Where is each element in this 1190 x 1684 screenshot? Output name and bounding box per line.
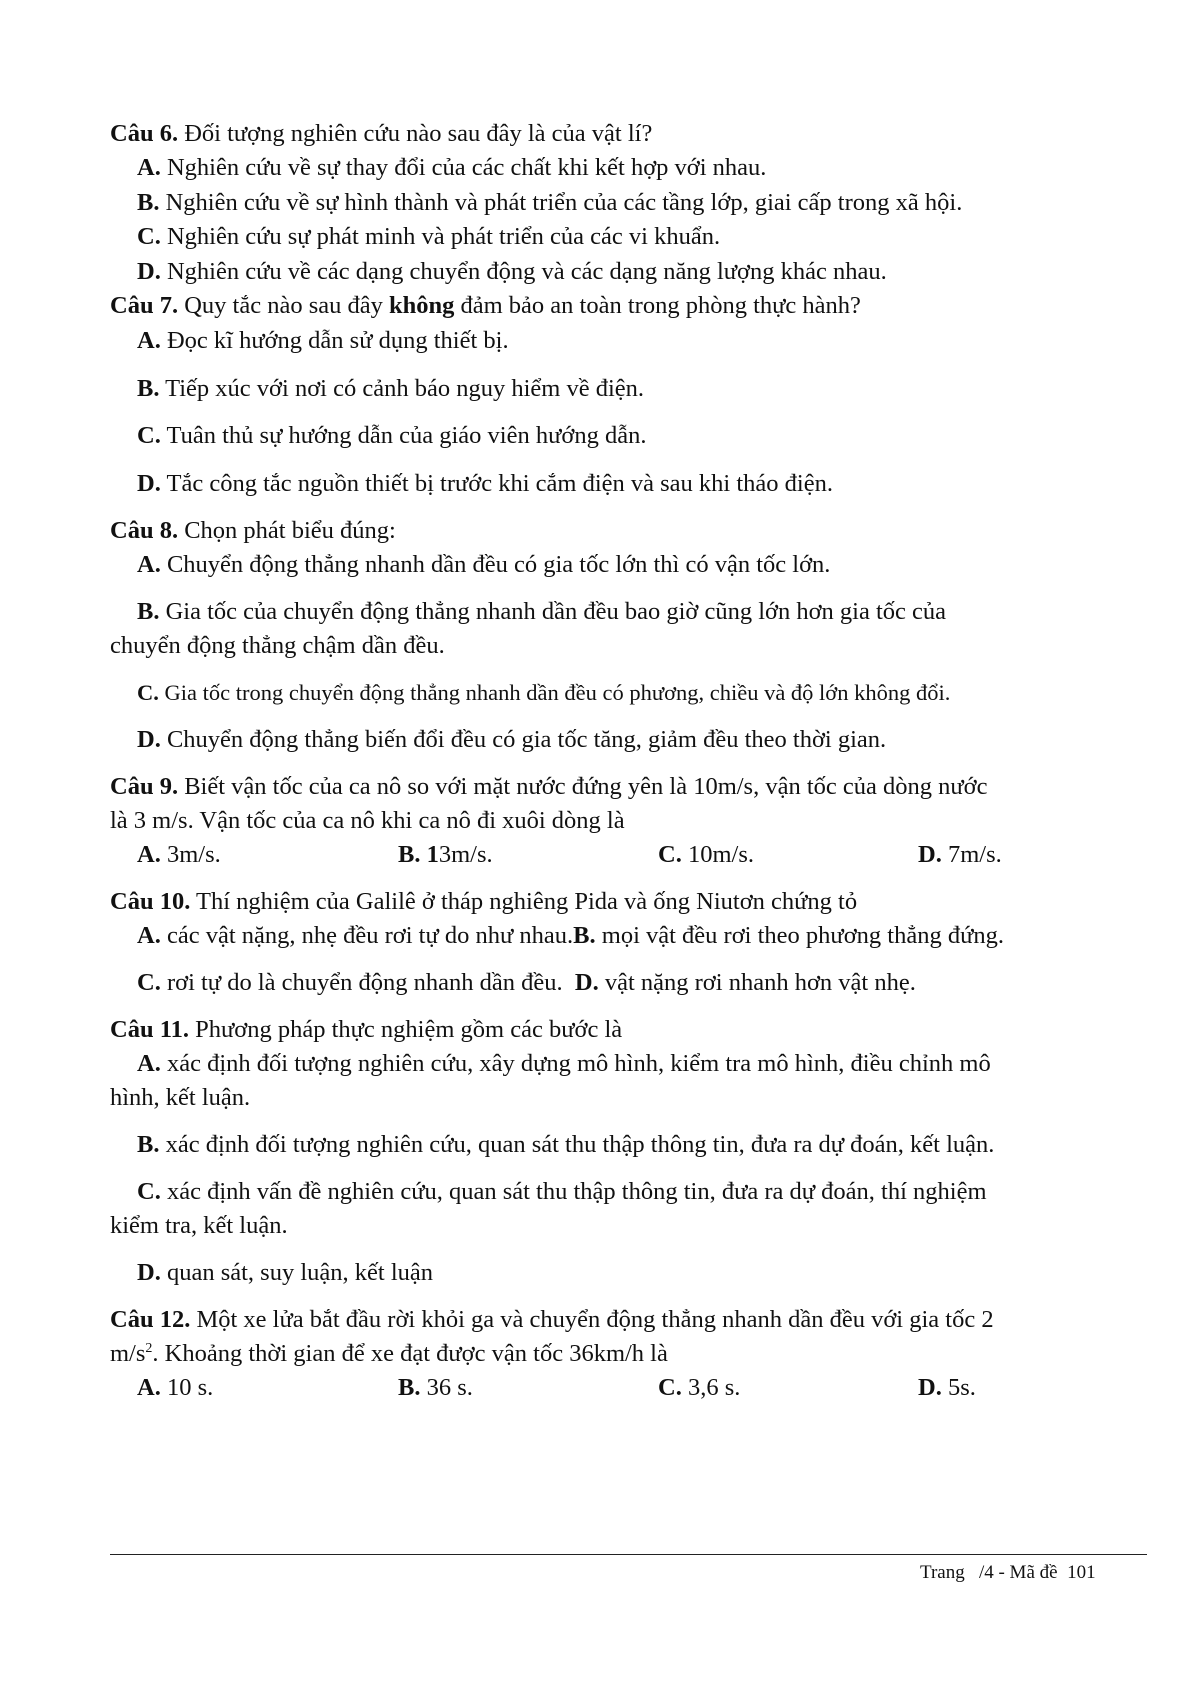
option-label: B. — [137, 189, 160, 216]
option-text: Chuyển động thẳng nhanh dần đều có gia tốc lớn thì có vận tốc lớn. — [160, 551, 831, 578]
question-label: Câu 12. — [110, 1306, 191, 1333]
question-label: Câu 10. — [110, 888, 191, 915]
option-label: A. — [137, 327, 161, 354]
option-label: B. — [137, 598, 160, 625]
superscript: 2 — [145, 1340, 153, 1356]
option-text: Gia tốc trong chuyển động thẳng nhanh dần đều có phương, chiều và độ lớn không đổi. — [158, 680, 951, 705]
option-label: C. — [137, 422, 161, 449]
option-label: A. — [137, 154, 161, 181]
option-d — [918, 840, 1002, 870]
option-c — [137, 678, 950, 708]
option-b — [398, 840, 493, 870]
question-text: Thí nghiệm của Galilê ở tháp nghiêng Pida và ống Niutơn chứng tỏ — [190, 888, 858, 915]
footer-exam-code: 101 — [1067, 1562, 1096, 1583]
question-7 — [110, 291, 861, 321]
question-label: Câu 11. — [110, 1016, 189, 1043]
question-8 — [110, 516, 396, 546]
option-c — [137, 421, 646, 451]
option-c — [137, 222, 720, 252]
question-label: Câu 6. — [110, 120, 179, 147]
option-d — [918, 1373, 976, 1403]
option-b — [398, 1373, 473, 1403]
option-label: A. — [137, 922, 161, 949]
option-text: Nghiên cứu về sự thay đổi của các chất khi kết hợp với nhau. — [160, 154, 767, 181]
question-10 — [110, 887, 857, 917]
option-label: D. — [918, 841, 942, 868]
option-label: D. — [574, 969, 599, 996]
option-b-continued: chuyển động thẳng chậm dần đều. — [110, 632, 445, 659]
question-text: Phương pháp thực nghiệm gồm các bước là — [188, 1016, 623, 1043]
option-text: quan sát, suy luận, kết luận — [160, 1259, 433, 1286]
question-text: . Khoảng thời gian để xe đạt được vận tốc 36km/h là — [152, 1340, 668, 1367]
option-text: xác định đối tượng nghiên cứu, quan sát thu thập thông tin, đưa ra dự đoán, kết luận. — [159, 1131, 995, 1158]
question-text: Biết vận tốc của ca nô so với mặt nước đứng yên là 10m/s, vận tốc của dòng nước — [178, 773, 988, 800]
option-label: B. — [573, 922, 596, 949]
option-text: 3,6 s. — [681, 1374, 741, 1401]
question-11 — [110, 1015, 622, 1045]
option-a — [137, 326, 509, 356]
question-12-continued — [110, 1339, 668, 1369]
option-text: mọi vật đều rơi theo phương thẳng đứng. — [595, 922, 1004, 949]
option-c-continued: kiểm tra, kết luận. — [110, 1212, 288, 1239]
option-text: 36 s. — [420, 1374, 473, 1401]
option-text: vật nặng rơi nhanh hơn vật nhẹ. — [598, 969, 916, 996]
question-text: đảm bảo an toàn trong phòng thực hành? — [454, 292, 861, 319]
option-c — [658, 840, 754, 870]
option-text: xác định đối tượng nghiên cứu, xây dựng mô hình, kiểm tra mô hình, điều chỉnh mô — [160, 1050, 991, 1077]
option-text: Nghiên cứu về các dạng chuyển động và các dạng năng lượng khác nhau. — [160, 258, 887, 285]
option-label: B. — [398, 1374, 421, 1401]
option-label: C. — [658, 841, 682, 868]
option-label: C. — [137, 223, 161, 250]
option-label: C. — [658, 1374, 682, 1401]
option-text: Tiếp xúc với nơi có cảnh báo nguy hiểm về điện. — [159, 375, 645, 402]
option-a — [137, 1373, 213, 1403]
option-text: 10 s. — [160, 1374, 214, 1401]
option-label: D. — [137, 470, 161, 497]
unit-text: m/s — [110, 1340, 146, 1367]
option-a — [137, 840, 221, 870]
question-6 — [110, 119, 652, 149]
option-label: B. — [137, 375, 160, 402]
option-b — [137, 188, 962, 218]
question-text: Quy tắc nào sau đây — [178, 292, 389, 319]
option-text: Tuân thủ sự hướng dẫn của giáo viên hướng dẫn. — [160, 422, 647, 449]
question-9-continued: là 3 m/s. Vận tốc của ca nô khi ca nô đi xuôi dòng là — [110, 807, 625, 834]
question-text: Một xe lửa bắt đầu rời khỏi ga và chuyển động thẳng nhanh dần đều với gia tốc 2 — [190, 1306, 994, 1333]
option-c — [137, 1177, 987, 1207]
option-c — [658, 1373, 740, 1403]
option-label: D. — [137, 726, 161, 753]
option-d — [137, 725, 886, 755]
option-text: xác định vấn đề nghiên cứu, quan sát thu thập thông tin, đưa ra dự đoán, thí nghiệm — [160, 1178, 987, 1205]
option-label: A. — [137, 841, 161, 868]
footer-page-rest: /4 - Mã đề — [978, 1562, 1058, 1583]
question-text: Đối tượng nghiên cứu nào sau đây là của vật lí? — [178, 120, 653, 147]
option-label: D. — [137, 258, 161, 285]
page-footer — [920, 1561, 1096, 1585]
option-text: 3m/s. — [160, 841, 221, 868]
option-label: C. — [137, 1178, 161, 1205]
option-d — [137, 1258, 433, 1288]
option-label: C. — [137, 680, 159, 705]
option-b — [137, 374, 644, 404]
option-d — [137, 469, 833, 499]
option-text: Tắc công tắc nguồn thiết bị trước khi cắm điện và sau khi tháo điện. — [160, 470, 833, 497]
option-label: C. — [137, 969, 161, 996]
option-a — [137, 550, 830, 580]
footer-page-word: Trang — [920, 1562, 965, 1583]
option-d — [137, 257, 887, 287]
option-text: các vật nặng, nhẹ đều rơi tự do như nhau. — [160, 922, 574, 949]
option-label: A. — [137, 1050, 161, 1077]
option-text: Gia tốc của chuyển động thẳng nhanh dần đều bao giờ cũng lớn hơn gia tốc của — [159, 598, 947, 625]
option-label: A. — [137, 551, 161, 578]
option-text: 7m/s. — [941, 841, 1002, 868]
option-label: B. 1 — [398, 841, 439, 868]
option-text: 10m/s. — [681, 841, 754, 868]
option-label: D. — [918, 1374, 942, 1401]
option-a — [137, 1049, 991, 1079]
option-a — [137, 153, 766, 183]
option-text: Đọc kĩ hướng dẫn sử dụng thiết bị. — [160, 327, 509, 354]
question-emphasis: không — [388, 292, 455, 319]
option-text: Nghiên cứu về sự hình thành và phát triển của các tầng lớp, giai cấp trong xã hội. — [159, 189, 963, 216]
question-text: Chọn phát biểu đúng: — [178, 517, 396, 544]
question-label: Câu 8. — [110, 517, 179, 544]
option-label: D. — [137, 1259, 161, 1286]
option-label: B. — [137, 1131, 160, 1158]
question-9 — [110, 772, 988, 802]
option-a-continued: hình, kết luận. — [110, 1084, 251, 1111]
option-text: 5s. — [941, 1374, 976, 1401]
option-b — [137, 1130, 994, 1160]
option-b — [137, 597, 946, 627]
option-text: Nghiên cứu sự phát minh và phát triển của các vi khuẩn. — [160, 223, 721, 250]
option-text: 3m/s. — [438, 841, 493, 868]
option-c-d-row — [137, 968, 916, 998]
footer-divider — [110, 1554, 1147, 1555]
question-label: Câu 9. — [110, 773, 179, 800]
question-12 — [110, 1305, 994, 1335]
option-a-b-row — [137, 921, 1004, 951]
option-text: rơi tự do là chuyển động nhanh dần đều. — [160, 969, 563, 996]
option-text: Chuyển động thẳng biến đổi đều có gia tốc tăng, giảm đều theo thời gian. — [160, 726, 887, 753]
question-label: Câu 7. — [110, 292, 179, 319]
option-label: A. — [137, 1374, 161, 1401]
